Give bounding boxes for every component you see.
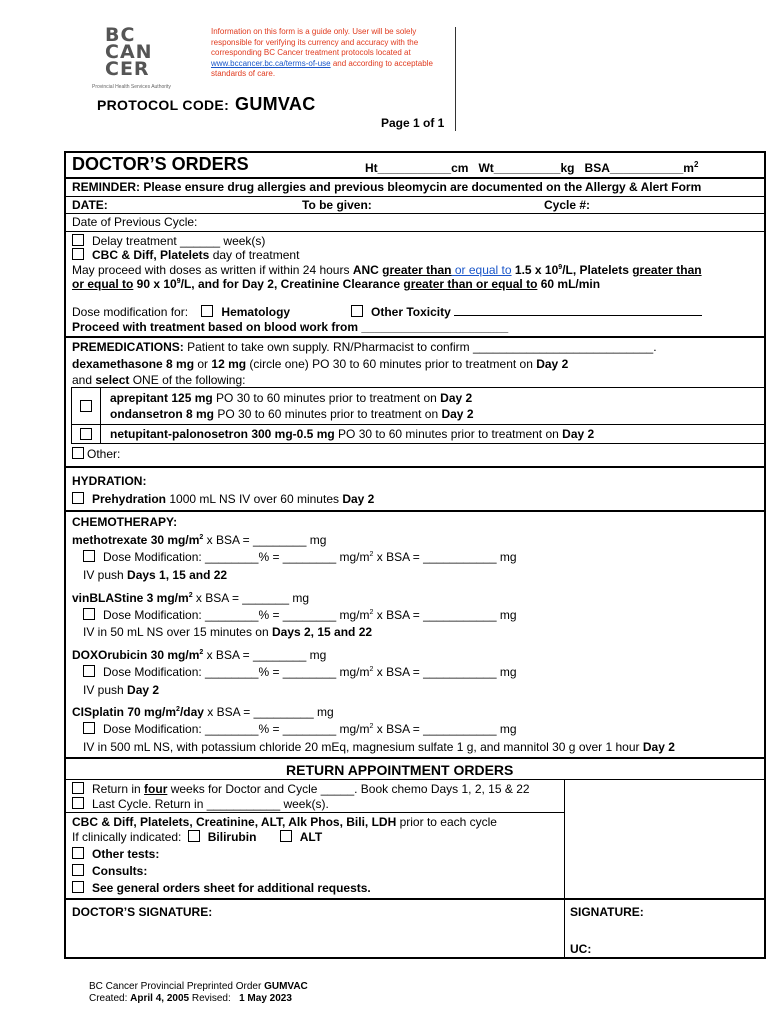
alt-checkbox[interactable] xyxy=(280,830,292,842)
to-be-given: To be given: xyxy=(302,198,372,212)
vinblastine-dose-mod-checkbox[interactable] xyxy=(83,608,95,620)
cisplatin-dose-mod-checkbox[interactable] xyxy=(83,722,95,734)
methotrexate-dose-mod: Dose Modification: ________% = ________ $mg/m^2$ x BSA = ___________ mg xyxy=(83,550,517,564)
general-orders: See general orders sheet for additional requests. xyxy=(72,881,371,895)
proceed-blood-work: Proceed with treatment based on blood work from ______________________ xyxy=(72,320,509,334)
cbc-checkbox[interactable] xyxy=(72,248,84,260)
dose-modification: Dose modification for: Hematology xyxy=(72,305,291,319)
logo-subtitle: Provincial Health Services Authority xyxy=(92,84,171,90)
cycle-number: Cycle #: xyxy=(544,198,591,212)
uc[interactable]: UC: xyxy=(570,942,592,956)
netupitant-checkbox[interactable] xyxy=(80,428,92,440)
return-in-weeks: Return in four weeks for Doctor and Cycle _____. Book chemo Days 1, 2, 15 & 22 xyxy=(72,782,530,796)
page-number: Page 1 of 1 xyxy=(381,116,445,130)
premed-other-checkbox[interactable] xyxy=(72,447,84,459)
cbc-day-of-treatment: CBC & Diff, Platelets day of treatment xyxy=(72,248,299,262)
proceed-criteria-1: May proceed with doses as written if within 24 hours ANC greater than or equal to 1.5 x $10^9/L$, Platelets greater than xyxy=(72,263,702,277)
cisplatin-dose-mod: Dose Modification: ________% = ________ $mg/m^2$ x BSA = ___________ mg xyxy=(83,722,517,736)
premed-other: Other: xyxy=(72,447,120,461)
last-cycle-checkbox[interactable] xyxy=(72,797,84,809)
proceed-criteria-2: or equal to 90 x $10^9/L$, and for Day 2, Creatinine Clearance greater than or equal to 60 mL/min xyxy=(72,277,601,291)
doxorubicin-admin: IV push Day 2 xyxy=(83,683,160,697)
ondansetron: ondansetron 8 mg PO 30 to 60 minutes prior to treatment on Day 2 xyxy=(110,407,474,421)
methotrexate-admin: IV push Days 1, 15 and 22 xyxy=(83,568,228,582)
other-toxicity-checkbox[interactable] xyxy=(351,305,363,317)
signature[interactable]: SIGNATURE: xyxy=(570,905,644,919)
hematology-checkbox[interactable] xyxy=(201,305,213,317)
doxorubicin: DOXOrubicin 30 $mg/m^2$ x BSA = ________ mg xyxy=(72,648,327,662)
footer: BC Cancer Provincial Preprinted Order GUMVAC Created: April 4, 2005 Revised: 1 May 2023 xyxy=(89,981,308,1004)
consults: Consults: xyxy=(72,864,147,878)
vinblastine: vinBLAStine 3 $mg/m^2$ x BSA = _______ mg xyxy=(72,591,310,605)
other-tests-checkbox[interactable] xyxy=(72,847,84,859)
return-checkbox[interactable] xyxy=(72,782,84,794)
form-title-row xyxy=(72,154,249,175)
vinblastine-admin: IV in 50 mL NS over 15 minutes on Days 2, 15 and 22 xyxy=(83,625,373,639)
divider xyxy=(455,27,456,131)
prehydration-checkbox[interactable] xyxy=(72,492,84,504)
lab-tests: CBC & Diff, Platelets, Creatinine, ALT, Alk Phos, Bili, LDH prior to each cycle xyxy=(72,815,497,829)
date-label: DATE: xyxy=(72,198,108,212)
delay-checkbox[interactable] xyxy=(72,234,84,246)
last-cycle: Last Cycle. Return in ___________ week(s). xyxy=(72,797,329,811)
select-one: and select ONE of the following: xyxy=(72,373,246,387)
cisplatin: CISplatin 70 $mg/m^2$/day x BSA = _________ mg xyxy=(72,705,334,719)
prehydration: Prehydration 1000 mL NS IV over 60 minutes Day 2 xyxy=(72,492,374,506)
methotrexate: methotrexate 30 $mg/m^2$ x BSA = ________ mg xyxy=(72,533,327,547)
clinically-indicated: If clinically indicated: Bilirubin ALT xyxy=(72,830,323,844)
cisplatin-admin: IV in 500 mL NS, with potassium chloride 20 mEq, magnesium sulfate 1 g, and mannitol 30 g over 1 hour Day 2 xyxy=(83,740,675,754)
consults-checkbox[interactable] xyxy=(72,864,84,876)
other-toxicity: Other Toxicity xyxy=(351,305,702,319)
other-tests: Other tests: xyxy=(72,847,159,861)
general-orders-checkbox[interactable] xyxy=(72,881,84,893)
delay-treatment: Delay treatment ______ week(s) xyxy=(72,234,265,248)
bc-cancer-logo: BC CAN CER xyxy=(105,24,153,80)
bilirubin-checkbox[interactable] xyxy=(188,830,200,842)
measurements: Ht___________cm Wt__________kg $BSA\_\_\_\_\_\_\_\_\_\_\_m^2$ xyxy=(365,160,699,175)
hydration-heading: HYDRATION: xyxy=(72,474,147,488)
doxorubicin-dose-mod: Dose Modification: ________% = ________ $mg/m^2$ x BSA = ___________ mg xyxy=(83,665,517,679)
disclaimer: Information on this form is a guide only. User will be solely responsible for verifying its currency and accuracy with the corresponding BC Cancer treatment protocols located at www.bccancer.bc.ca/terms-of-use and according to acceptable standards of care. xyxy=(211,27,433,78)
page-title: DOCTOR’S ORDERS xyxy=(72,154,249,174)
vinblastine-dose-mod: Dose Modification: ________% = ________ $mg/m^2$ x BSA = ___________ mg xyxy=(83,608,517,622)
chemotherapy-heading: CHEMOTHERAPY: xyxy=(72,515,178,529)
previous-cycle-date: Date of Previous Cycle: xyxy=(72,215,198,229)
aprepitant: aprepitant 125 mg PO 30 to 60 minutes prior to treatment on Day 2 xyxy=(110,391,473,405)
dexamethasone: dexamethasone 8 mg or 12 mg (circle one) PO 30 to 60 minutes prior to treatment on Day 2 xyxy=(72,357,569,371)
aprepitant-ondansetron-checkbox[interactable] xyxy=(80,400,92,412)
doxorubicin-dose-mod-checkbox[interactable] xyxy=(83,665,95,677)
return-appointment-heading: RETURN APPOINTMENT ORDERS xyxy=(286,762,514,778)
netupitant-palonosetron: netupitant-palonosetron 300 mg-0.5 mg PO 30 to 60 minutes prior to treatment on Day 2 xyxy=(110,427,595,441)
terms-link[interactable]: www.bccancer.bc.ca/terms-of-use xyxy=(211,58,331,68)
reminder: REMINDER: Please ensure drug allergies and previous bleomycin are documented on the Allergy & Alert Form xyxy=(72,180,702,194)
doctor-signature[interactable]: DOCTOR’S SIGNATURE: xyxy=(72,905,213,919)
protocol-code: PROTOCOL CODE: GUMVAC xyxy=(97,94,316,114)
premedications-heading: PREMEDICATIONS: Patient to take own supply. RN/Pharmacist to confirm ___________________________. xyxy=(72,340,657,354)
methotrexate-dose-mod-checkbox[interactable] xyxy=(83,550,95,562)
